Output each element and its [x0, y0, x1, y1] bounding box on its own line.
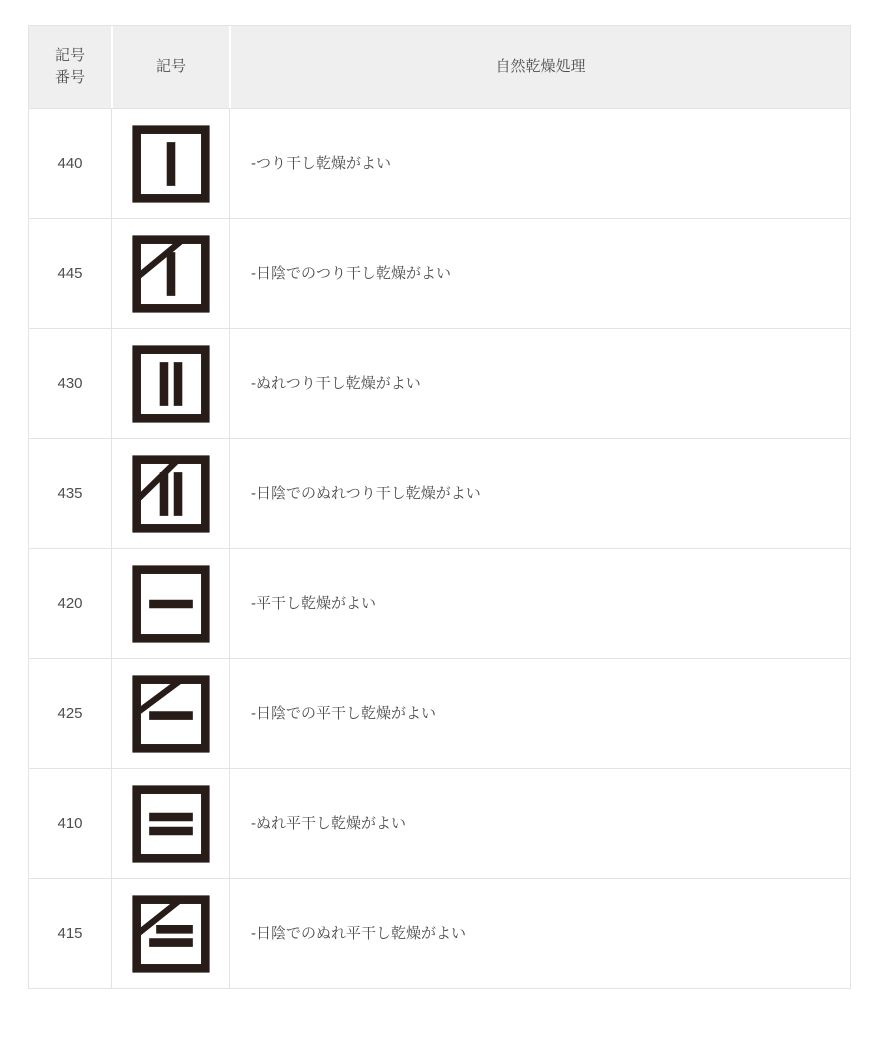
- column-header-code-line1: 記号: [54, 47, 85, 65]
- symbol-number: 415: [57, 924, 83, 942]
- treatment-text: -ぬれつり干し乾燥がよい: [251, 374, 421, 392]
- treatment-cell: [229, 659, 850, 768]
- treatment-text: -日陰でのぬれ平干し乾燥がよい: [251, 924, 466, 942]
- treatment-cell: [229, 439, 850, 548]
- column-header-code-line2: 番号: [54, 69, 85, 86]
- symbol-cell: [111, 439, 229, 548]
- code-cell: [29, 879, 111, 988]
- line-dry-icon: [132, 125, 210, 203]
- symbol-cell: [111, 329, 229, 438]
- treatment-text: -つり干し乾燥がよい: [251, 154, 391, 172]
- code-cell: [29, 659, 111, 768]
- table-row: [29, 768, 850, 878]
- table-row: [29, 438, 850, 548]
- symbol-cell: [111, 769, 229, 878]
- symbol-cell: [111, 219, 229, 328]
- table-row: [29, 548, 850, 658]
- shade-flat-dry-icon: [132, 675, 210, 753]
- table-row: [29, 658, 850, 768]
- code-cell: [29, 549, 111, 658]
- symbol-number: 410: [57, 814, 83, 832]
- wet-flat-dry-icon: [132, 785, 210, 863]
- flat-dry-icon: [132, 565, 210, 643]
- treatment-text: -日陰でのぬれつり干し乾燥がよい: [251, 484, 481, 502]
- table-row: [29, 218, 850, 328]
- code-cell: [29, 439, 111, 548]
- shade-line-dry-icon: [132, 235, 210, 313]
- code-cell: [29, 109, 111, 218]
- treatment-text: -日陰での平干し乾燥がよい: [251, 704, 436, 722]
- symbol-number: 430: [57, 374, 83, 392]
- treatment-text: -平干し乾燥がよい: [251, 594, 376, 612]
- symbol-number: 445: [57, 264, 83, 282]
- treatment-text: -ぬれ平干し乾燥がよい: [251, 814, 406, 832]
- treatment-cell: [229, 219, 850, 328]
- column-header-code: [29, 26, 111, 108]
- treatment-cell: [229, 109, 850, 218]
- symbol-cell: [111, 879, 229, 988]
- symbol-cell: [111, 109, 229, 218]
- symbol-number: 420: [57, 594, 83, 612]
- treatment-cell: [229, 879, 850, 988]
- care-symbols-table: [28, 25, 851, 989]
- column-header-treatment: 自然乾燥処理: [229, 26, 850, 108]
- treatment-text: -日陰でのつり干し乾燥がよい: [251, 264, 451, 282]
- column-header-symbol: 記号: [111, 26, 229, 108]
- treatment-cell: [229, 549, 850, 658]
- treatment-cell: [229, 769, 850, 878]
- code-cell: [29, 329, 111, 438]
- symbol-cell: [111, 549, 229, 658]
- shade-wet-flat-dry-icon: [132, 895, 210, 973]
- code-cell: [29, 769, 111, 878]
- table-row: [29, 108, 850, 218]
- wet-line-dry-icon: [132, 345, 210, 423]
- symbol-number: 425: [57, 704, 83, 722]
- table-row: [29, 328, 850, 438]
- shade-wet-line-dry-icon: [132, 455, 210, 533]
- symbol-number: 440: [57, 154, 83, 172]
- symbol-number: 435: [57, 484, 83, 502]
- treatment-cell: [229, 329, 850, 438]
- table-row: [29, 878, 850, 988]
- symbol-cell: [111, 659, 229, 768]
- code-cell: [29, 219, 111, 328]
- table-header-row: [29, 26, 850, 108]
